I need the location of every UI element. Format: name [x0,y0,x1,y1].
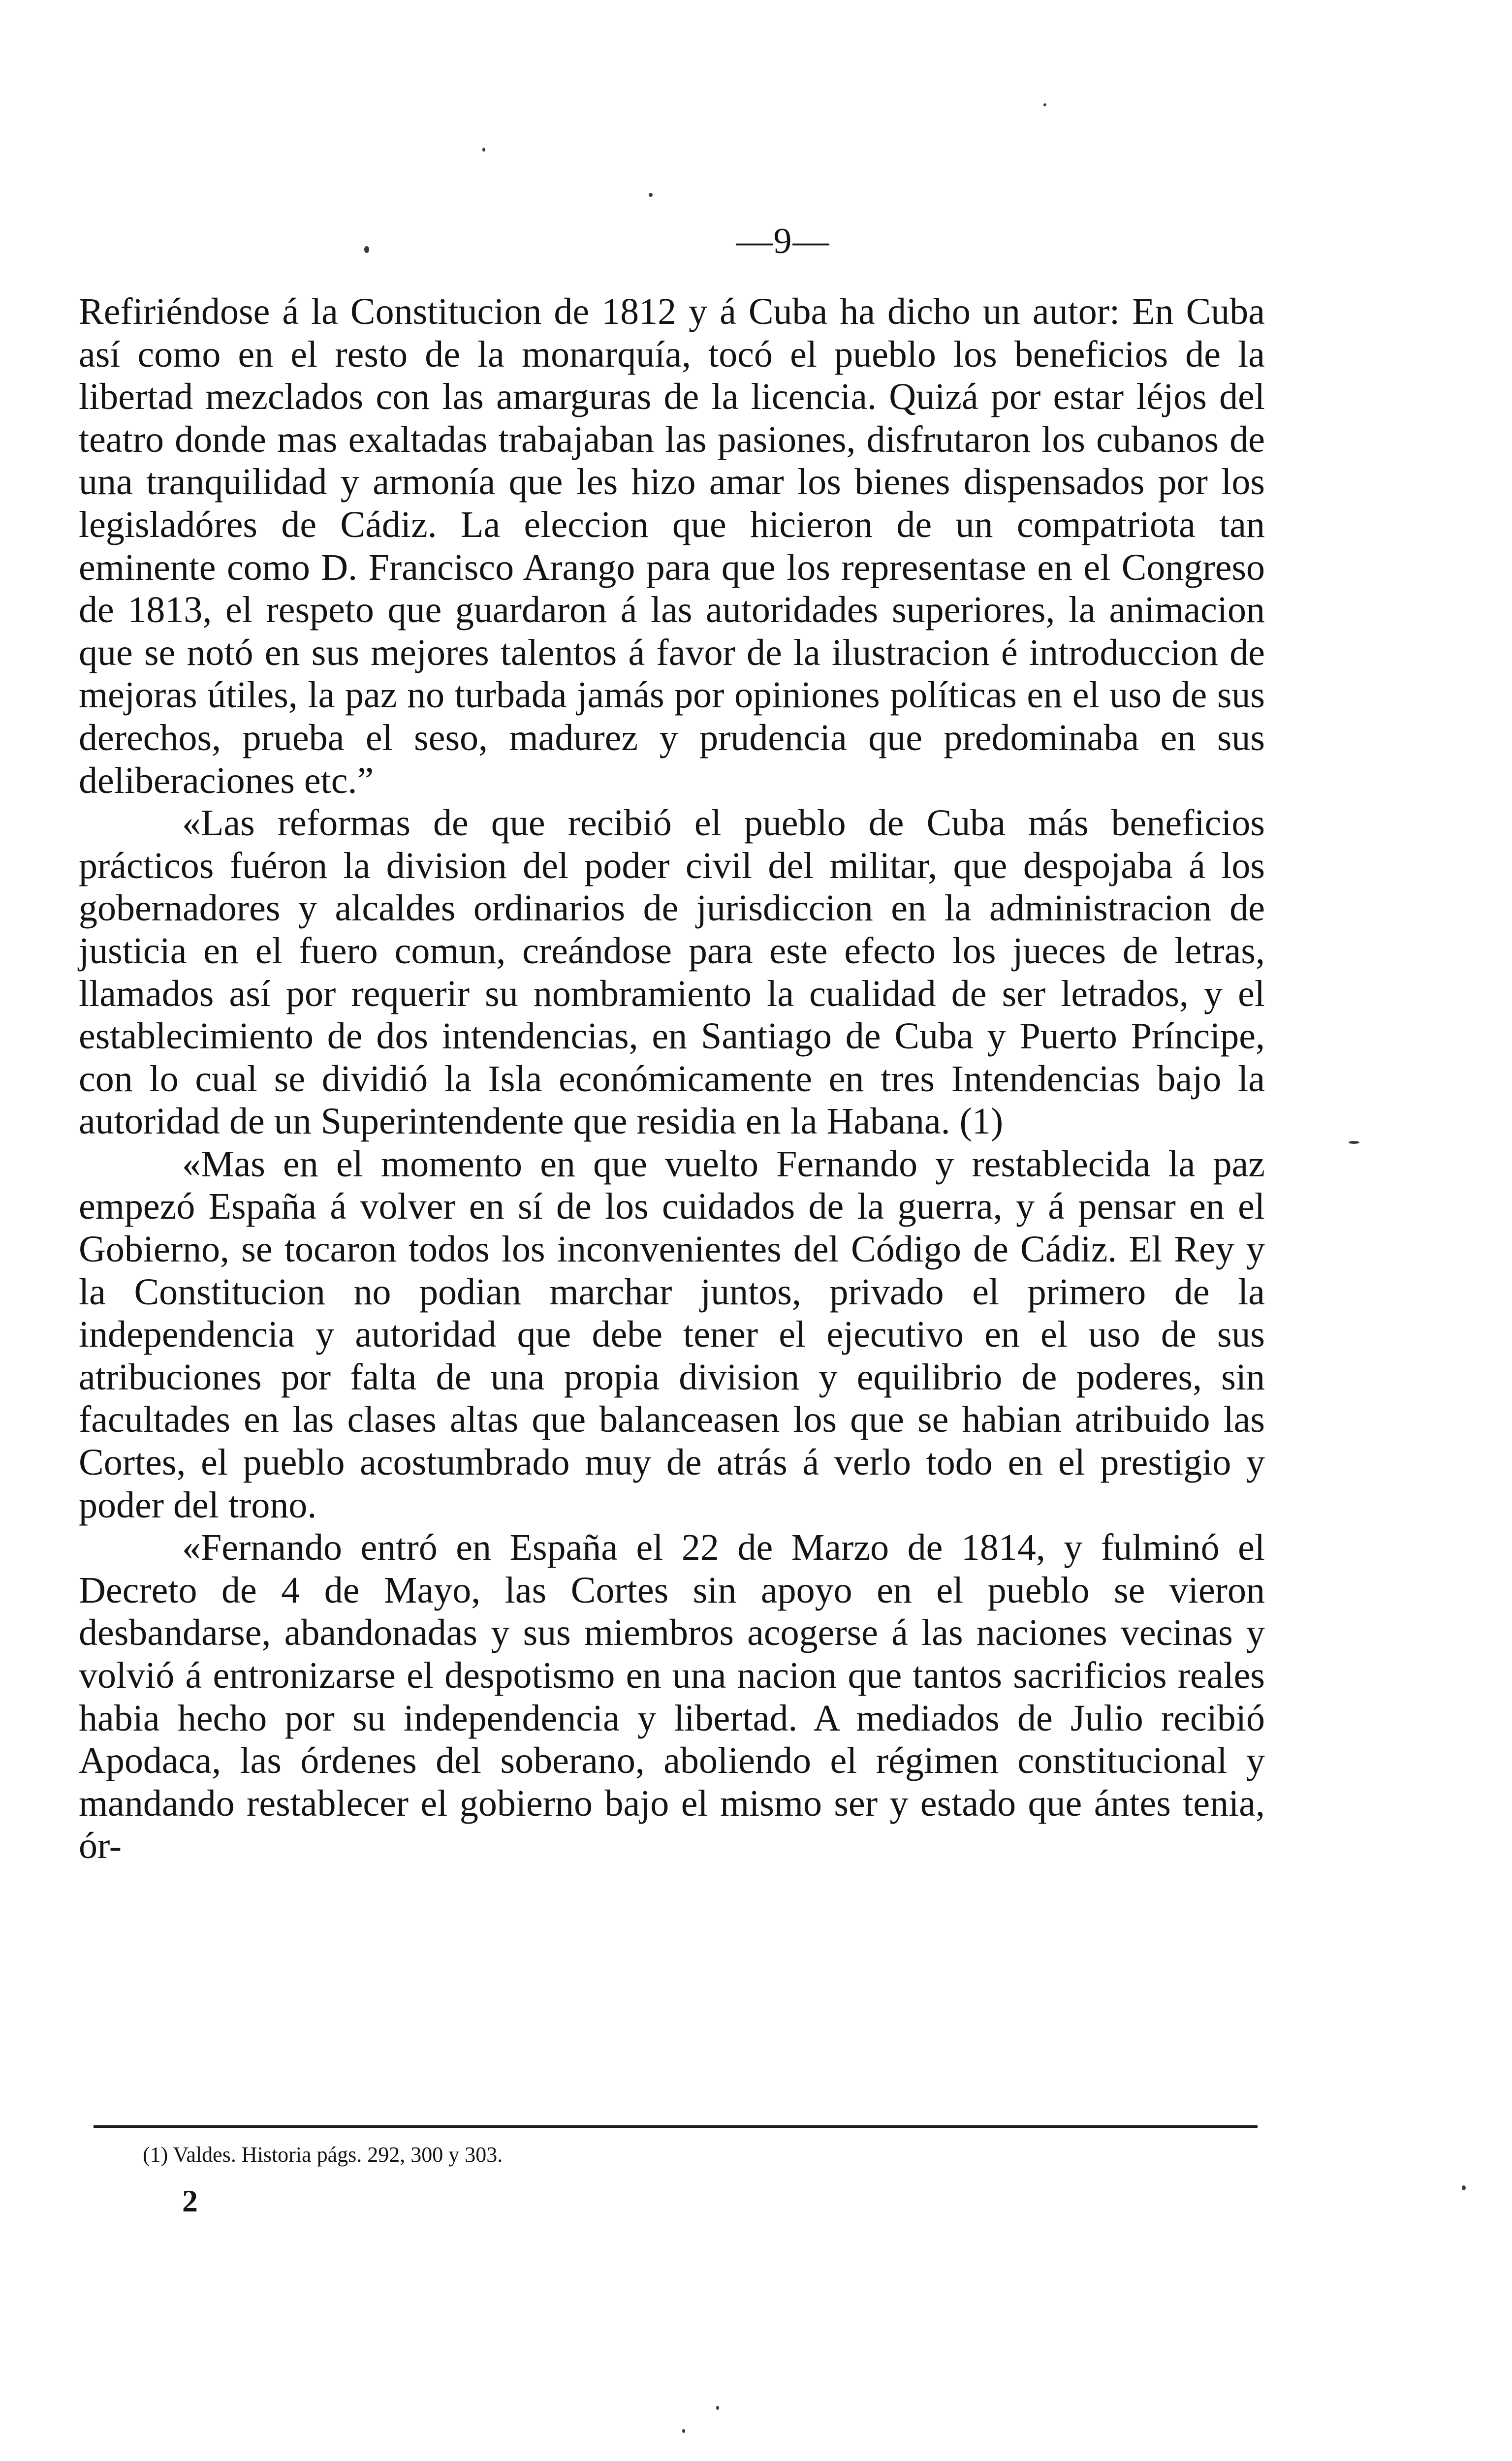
scan-speck [1462,2185,1466,2190]
scan-speck [716,2406,719,2410]
scan-speck [1349,1141,1359,1144]
body-text [79,290,1265,1867]
scan-speck [364,246,369,253]
paragraph-3: «Mas en el momento en que vuelto Fernando y restablecida la paz empezó España á volver en sí de los cuidados de la guerra, y á pensar en el Gobierno, se tocaron todos los inconvenientes del Código de Cádiz. El Rey y la Constitucion no podian marchar juntos, privado el primero de la independencia y autoridad que debe tener el ejecutivo en el uso de sus atribuciones por falta de una propia division y equilibrio de poderes, sin facultades en las clases altas que balanceasen los que se habian atribuido las Cortes, el pueblo acostumbrado muy de atrás á verlo todo en el prestigio y poder del trono. [79,1143,1265,1526]
scan-speck [649,193,653,197]
paragraph-4: «Fernando entró en España el 22 de Marzo de 1814, y fulminó el Decreto de 4 de Mayo, las Cortes sin apoyo en el pueblo se vieron desbandarse, abandonadas y sus miembros acogerse á las naciones vecinas y volvió á entronizarse el despotismo en una nacion que tantos sacrificios reales habia hecho por su independencia y libertad. A mediados de Julio recibió Apodaca, las órdenes del soberano, aboliendo el régimen constitucional y mandando restablecer el gobierno bajo el mismo ser y estado que ántes tenia, ór- [79,1527,1265,1867]
footnote-divider [94,2125,1258,2128]
scan-speck [682,2429,685,2433]
paragraph-1: Refiriéndose á la Constitucion de 1812 y á Cuba ha dicho un autor: En Cuba así como en el resto de la monarquía, tocó el pueblo los beneficios de la libertad mezclados con las amarguras de la licencia. Quizá por estar léjos del teatro donde mas exaltadas trabajaban las pasiones, disfrutaron los cubanos de una tranquilidad y armonía que les hizo amar los bienes dispensados por los legisladóres de Cádiz. La eleccion que hicieron de un compatriota tan eminente como D. Francisco Arango para que los representase en el Congreso de 1813, el respeto que guardaron á las autoridades superiores, la animacion que se notó en sus mejores talentos á favor de la ilustracion é introduccion de mejoras útiles, la paz no turbada jamás por opiniones políticas en el uso de sus derechos, prueba el seso, madurez y prudencia que predominaba en sus deliberaciones etc.” [79,291,1265,801]
paragraph-2: «Las reformas de que recibió el pueblo de Cuba más beneficios prácticos fuéron la division del poder civil del militar, que despojaba á los gobernadores y alcaldes ordinarios de jurisdiccion en la administracion de justicia en el fuero comun, creándose para este efecto los jueces de letras, llamados así por requerir su nombramiento la cualidad de ser letrados, y el establecimiento de dos intendencias, en Santiago de Cuba y Puerto Príncipe, con lo cual se dividió la Isla económicamente en tres Intendencias bajo la autoridad de un Superintendente que residia en la Habana. (1) [79,802,1265,1142]
scan-speck [1043,103,1046,106]
signature-mark: 2 [182,2183,198,2218]
page-number: —9— [736,221,830,261]
scan-speck [482,148,485,152]
footnote: (1) Valdes. Historia págs. 292, 300 y 303. [143,2143,503,2167]
